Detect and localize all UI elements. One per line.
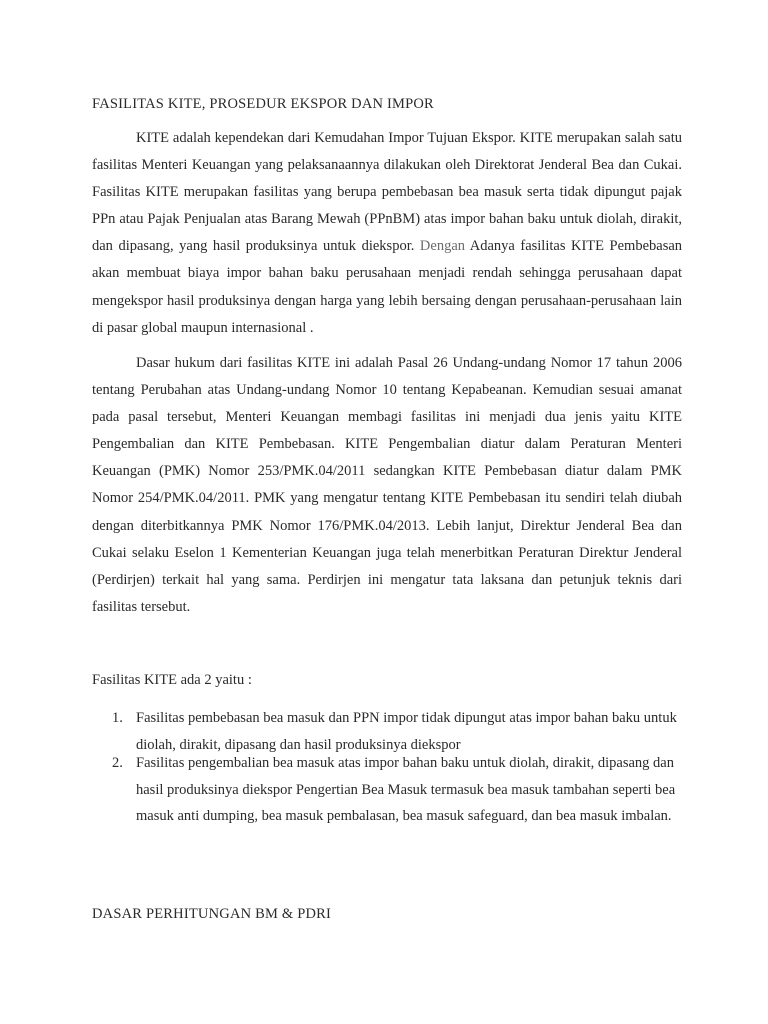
list-item-text: Fasilitas pembebasan bea masuk dan PPN impor tidak dipungut atas impor bahan baku untuk diolah, dirakit, dipasang dan hasil produksinya diekspor [136, 710, 677, 753]
paragraph-text-gray: Dengan [419, 238, 465, 255]
list-item-number: 1. [112, 710, 123, 726]
paragraph-text: KITE adalah kependekan dari Kemudahan Impor Tujuan Ekspor. KITE merupakan salah satu fasilitas Menteri Keuangan yang pelaksanaannya dilakukan oleh Direktorat Jenderal Bea dan Cukai. Fasilitas KITE merupakan fasilitas yang berupa pembebasan bea masuk serta tidak dipungut pajak PPn atau Pajak Penjualan atas Barang Mewah (PPnBM) atas impor bahan baku untuk diolah, dirakit, dan dipasang, yang hasil produksinya untuk diekspor. [92, 130, 682, 255]
list-item-text: Fasilitas pengembalian bea masuk atas impor bahan baku untuk diolah, dirakit, dipasang dan hasil produksinya diekspor Pengertian Bea Masuk termasuk bea masuk tambahan seperti bea masuk anti dumping, bea masuk pembalasan, bea masuk safeguard, dan bea masuk imbalan. [136, 755, 676, 824]
paragraph-legal-basis: Dasar hukum dari fasilitas KITE ini adalah Pasal 26 Undang-undang Nomor 17 tahun 2006 tentang Perubahan atas Undang-undang Nomor 10 tentang Kepabeanan. Kemudian sesuai amanat pada pasal tersebut, Menteri Keuangan membagi fasilitas ini menjadi dua jenis yaitu KITE Pengembalian dan KITE Pembebasan. KITE Pengembalian diatur dalam Peraturan Menteri Keuangan (PMK) Nomor 253/PMK.04/2011 sedangkan KITE Pembebasan diatur dalam PMK Nomor 254/PMK.04/2011. PMK yang mengatur tentang KITE Pembebasan itu sendiri telah diubah dengan diterbitkannya PMK Nomor 176/PMK.04/2013. Lebih lanjut, Direktur Jenderal Bea dan Cukai selaku Eselon 1 Kementerian Keuangan juga telah menerbitkan Peraturan Direktur Jenderal (Perdirjen) terkait hal yang sama. Perdirjen ini mengatur tata laksana dan petunjuk teknis dari fasilitas tersebut. [92, 355, 682, 615]
facility-list [92, 705, 682, 830]
paragraph-text: Adanya fasilitas KITE Pembebasan akan membuat biaya impor bahan baku perusahaan menjadi rendah sehingga perusahaan dapat mengekspor hasil produksinya dengan harga yang lebih bersaing dengan perusahaan-perusahaan lain di pasar global maupun internasional . [92, 238, 683, 336]
list-item-number: 2. [112, 755, 123, 771]
list-item [92, 750, 682, 830]
paragraph-kite-definition [92, 125, 682, 342]
document-title: FASILITAS KITE, PROSEDUR EKSPOR DAN IMPOR [92, 96, 434, 112]
section-heading: DASAR PERHITUNGAN BM & PDRI [92, 906, 332, 922]
list-intro: Fasilitas KITE ada 2 yaitu : [92, 672, 252, 688]
